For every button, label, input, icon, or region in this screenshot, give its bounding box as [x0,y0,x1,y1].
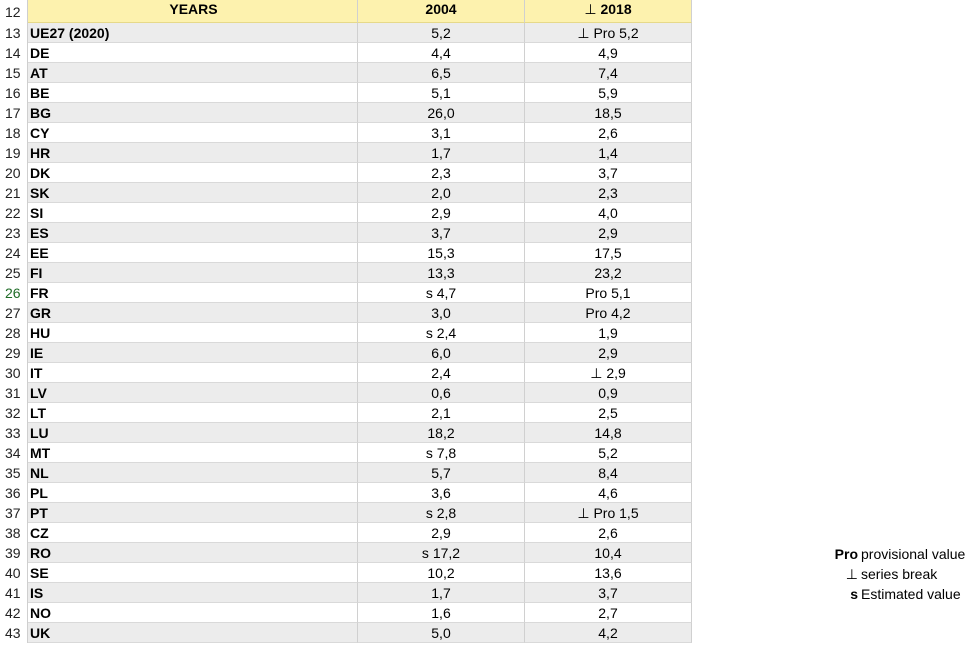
table-row [0,43,692,63]
value: 17,2 [432,545,461,561]
value-2004-cell[interactable] [358,283,525,303]
row-number[interactable]: 14 [0,43,28,63]
value-2018-cell[interactable] [525,223,692,243]
table-row [0,443,692,463]
row-number[interactable]: 13 [0,23,28,43]
value: 2,3 [431,165,451,181]
value: 4,4 [431,45,451,61]
value-2018-cell[interactable] [525,563,692,583]
value: 2,5 [598,405,618,421]
value: 2,4 [436,325,457,341]
country-cell[interactable]: LU [28,423,358,443]
country-cell[interactable]: CZ [28,523,358,543]
country-cell[interactable]: RO [28,543,358,563]
value-flag: s [425,445,433,461]
value-2018-cell[interactable] [525,343,692,363]
legend-text: provisional value [861,546,966,562]
value: 15,3 [427,245,455,261]
country-cell[interactable]: NL [28,463,358,483]
row-number[interactable]: 39 [0,543,28,563]
value-2018-cell[interactable] [525,143,692,163]
value-2004-cell[interactable] [358,223,525,243]
value: 14,8 [594,425,622,441]
value-2018-cell[interactable] [525,403,692,423]
table-row [0,623,692,643]
value: 5,1 [431,85,451,101]
value-flag: s [421,545,429,561]
value-2004-cell[interactable] [358,383,525,403]
value-2004-cell[interactable] [358,43,525,63]
value: 5,2 [619,25,639,41]
value: 2,6 [598,525,618,541]
value: 10,2 [427,565,455,581]
value-2004-cell[interactable] [358,503,525,523]
table-row [0,363,692,383]
value-2004-cell[interactable] [358,123,525,143]
value-2018-cell[interactable] [525,243,692,263]
value: 4,9 [598,45,618,61]
row-number[interactable]: 41 [0,583,28,603]
row-number[interactable]: 17 [0,103,28,123]
value-2004-cell[interactable] [358,583,525,603]
legend [820,544,970,604]
value-2018-cell[interactable] [525,503,692,523]
value: 5,2 [598,445,618,461]
value-2004-cell[interactable] [358,623,525,643]
value-2004-cell[interactable] [358,63,525,83]
value-flag: ⊥ [590,365,603,381]
value: 4,2 [598,625,618,641]
country-cell[interactable]: EE [28,243,358,263]
value-2004-cell[interactable] [358,303,525,323]
value-2018-cell[interactable] [525,523,692,543]
value-2018-cell[interactable] [525,323,692,343]
table-row [0,23,692,43]
country-cell[interactable]: DK [28,163,358,183]
value: 2,9 [598,225,618,241]
value: 3,6 [431,485,451,501]
value-2004-cell[interactable] [358,23,525,43]
row-number[interactable]: 15 [0,63,28,83]
value-2018-cell[interactable] [525,463,692,483]
value-flag: s [425,505,433,521]
row-number[interactable]: 37 [0,503,28,523]
legend-key: ⊥ [845,566,858,582]
country-cell[interactable]: AT [28,63,358,83]
country-cell[interactable]: MT [28,443,358,463]
value: 0,9 [598,385,618,401]
value: 5,0 [431,625,451,641]
row-number[interactable]: 34 [0,443,28,463]
value-2018-cell[interactable] [525,383,692,403]
table-row [0,603,692,623]
value: 3,0 [431,305,451,321]
country-cell[interactable]: FI [28,263,358,283]
country-cell[interactable]: BG [28,103,358,123]
table-row [0,83,692,103]
value: 3,7 [598,165,618,181]
value: 3,7 [598,585,618,601]
row-number[interactable]: 26 [0,283,28,303]
header-2018-label: 2018 [600,1,632,17]
value: 1,6 [431,605,451,621]
table-row [0,263,692,283]
table-row [0,543,692,563]
value: 4,2 [611,305,631,321]
country-cell[interactable]: NO [28,603,358,623]
value: 10,4 [594,545,622,561]
table-row [0,343,692,363]
table-row [0,223,692,243]
value-2018-cell[interactable] [525,543,692,563]
country-cell[interactable]: SE [28,563,358,583]
value-2004-cell[interactable] [358,323,525,343]
legend-item [820,564,970,584]
value: 5,9 [598,85,618,101]
country-cell[interactable]: CY [28,123,358,143]
table-row [0,283,692,303]
value: 6,0 [431,345,451,361]
row-number[interactable]: 18 [0,123,28,143]
value-2004-cell[interactable] [358,563,525,583]
row-number[interactable]: 19 [0,143,28,163]
value-2004-cell[interactable] [358,83,525,103]
value-2004-cell[interactable] [358,363,525,383]
header-2018[interactable] [525,0,692,23]
country-cell[interactable]: UE27 (2020) [28,23,358,43]
table-row [0,383,692,403]
value-2018-cell[interactable] [525,623,692,643]
table-row [0,103,692,123]
row-number[interactable]: 20 [0,163,28,183]
value: 2,9 [598,345,618,361]
country-cell[interactable]: LT [28,403,358,423]
header-2004[interactable]: 2004 [358,0,525,23]
table-row [0,463,692,483]
value-2018-cell[interactable] [525,63,692,83]
value-2018-cell[interactable] [525,23,692,43]
value-flag: ⊥ Pro [577,25,616,41]
header-row [0,0,692,23]
value-2004-cell[interactable] [358,143,525,163]
value-2004-cell[interactable] [358,243,525,263]
table-row [0,323,692,343]
value-2018-cell[interactable] [525,123,692,143]
value-2004-cell[interactable] [358,263,525,283]
row-number[interactable]: 28 [0,323,28,343]
value: 2,9 [431,525,451,541]
value-2018-cell[interactable] [525,163,692,183]
value-2004-cell[interactable] [358,343,525,363]
value-2018-cell[interactable] [525,483,692,503]
value-2018-cell[interactable] [525,263,692,283]
value-2018-cell[interactable] [525,363,692,383]
country-cell[interactable]: BE [28,83,358,103]
value-2004-cell[interactable] [358,443,525,463]
row-number[interactable]: 16 [0,83,28,103]
table-row [0,403,692,423]
row-number[interactable]: 22 [0,203,28,223]
country-cell[interactable]: IE [28,343,358,363]
value: 2,8 [436,505,457,521]
value: 17,5 [594,245,622,261]
row-number[interactable]: 21 [0,183,28,203]
country-cell[interactable]: FR [28,283,358,303]
value-2018-cell[interactable] [525,83,692,103]
value-2018-cell[interactable] [525,303,692,323]
value-2004-cell[interactable] [358,603,525,623]
value: 7,8 [436,445,457,461]
value: 13,3 [427,265,455,281]
legend-text: series break [861,566,938,582]
row-number[interactable]: 25 [0,263,28,283]
row-number[interactable]: 31 [0,383,28,403]
value: 2,7 [598,605,618,621]
value-flag: s [425,325,433,341]
value-2004-cell[interactable] [358,423,525,443]
country-cell[interactable]: IT [28,363,358,383]
legend-item [820,544,970,564]
value: 1,5 [619,505,639,521]
table-row [0,143,692,163]
value: 2,1 [431,405,451,421]
legend-text: Estimated value [861,586,961,602]
table-row [0,63,692,83]
value: 2,6 [598,125,618,141]
value-2004-cell[interactable] [358,483,525,503]
country-cell[interactable]: SI [28,203,358,223]
table-row [0,203,692,223]
series-break-flag: ⊥ [584,1,597,17]
value-2018-cell[interactable] [525,443,692,463]
row-number[interactable]: 43 [0,623,28,643]
country-cell[interactable]: HR [28,143,358,163]
row-number[interactable]: 30 [0,363,28,383]
value-2004-cell[interactable] [358,403,525,423]
legend-key: s [850,586,858,602]
table-row [0,303,692,323]
country-cell[interactable]: ES [28,223,358,243]
value-flag: s [425,285,433,301]
row-number[interactable]: 12 [0,0,28,23]
value: 13,6 [594,565,622,581]
row-number[interactable]: 42 [0,603,28,623]
country-cell[interactable]: LV [28,383,358,403]
value: 5,7 [431,465,451,481]
table-row [0,483,692,503]
value-2004-cell[interactable] [358,103,525,123]
header-years[interactable]: YEARS [28,0,358,23]
value-2018-cell[interactable] [525,183,692,203]
value-2004-cell[interactable] [358,543,525,563]
value-flag: ⊥ Pro [577,505,616,521]
country-cell[interactable]: DE [28,43,358,63]
value-2004-cell[interactable] [358,163,525,183]
country-cell[interactable]: IS [28,583,358,603]
value: 23,2 [594,265,622,281]
value: 3,7 [431,225,451,241]
value: 5,1 [611,285,631,301]
table-row [0,163,692,183]
row-number[interactable]: 23 [0,223,28,243]
value: 6,5 [431,65,451,81]
value-2004-cell[interactable] [358,523,525,543]
country-cell[interactable]: SK [28,183,358,203]
row-number[interactable]: 33 [0,423,28,443]
value: 3,1 [431,125,451,141]
value-2018-cell[interactable] [525,603,692,623]
value: 2,3 [598,185,618,201]
value: 18,5 [594,105,622,121]
country-cell[interactable]: UK [28,623,358,643]
value: 2,0 [431,185,451,201]
table-row [0,563,692,583]
value: 1,4 [598,145,618,161]
value: 1,7 [431,145,451,161]
country-cell[interactable]: PT [28,503,358,523]
value: 4,7 [436,285,457,301]
value-2004-cell[interactable] [358,463,525,483]
value: 5,2 [431,25,451,41]
value-2018-cell[interactable] [525,423,692,443]
value-2004-cell[interactable] [358,203,525,223]
value: 4,6 [598,485,618,501]
legend-key: Pro [834,546,858,562]
value: 1,7 [431,585,451,601]
value-2018-cell[interactable] [525,43,692,63]
country-cell[interactable]: GR [28,303,358,323]
value-2018-cell[interactable] [525,103,692,123]
value-2018-cell[interactable] [525,583,692,603]
table-row [0,583,692,603]
row-number[interactable]: 27 [0,303,28,323]
row-number[interactable]: 29 [0,343,28,363]
value-2018-cell[interactable] [525,283,692,303]
value: 8,4 [598,465,618,481]
row-number[interactable]: 24 [0,243,28,263]
value: 2,9 [431,205,451,221]
value: 2,4 [431,365,451,381]
value: 0,6 [431,385,451,401]
row-number[interactable]: 38 [0,523,28,543]
row-number[interactable]: 32 [0,403,28,423]
value: 7,4 [598,65,618,81]
row-number[interactable]: 36 [0,483,28,503]
table-row [0,523,692,543]
row-number[interactable]: 35 [0,463,28,483]
table-row [0,243,692,263]
value: 26,0 [427,105,455,121]
value: 18,2 [427,425,455,441]
value-flag: Pro [585,285,608,301]
country-cell[interactable]: PL [28,483,358,503]
value-2004-cell[interactable] [358,183,525,203]
legend-item [820,584,970,604]
value: 1,9 [598,325,618,341]
value-2018-cell[interactable] [525,203,692,223]
table-row [0,183,692,203]
value: 2,9 [606,365,626,381]
row-number[interactable]: 40 [0,563,28,583]
value: 4,0 [598,205,618,221]
country-cell[interactable]: HU [28,323,358,343]
value-flag: Pro [585,305,608,321]
table-row [0,423,692,443]
table-row [0,123,692,143]
table-row [0,503,692,523]
